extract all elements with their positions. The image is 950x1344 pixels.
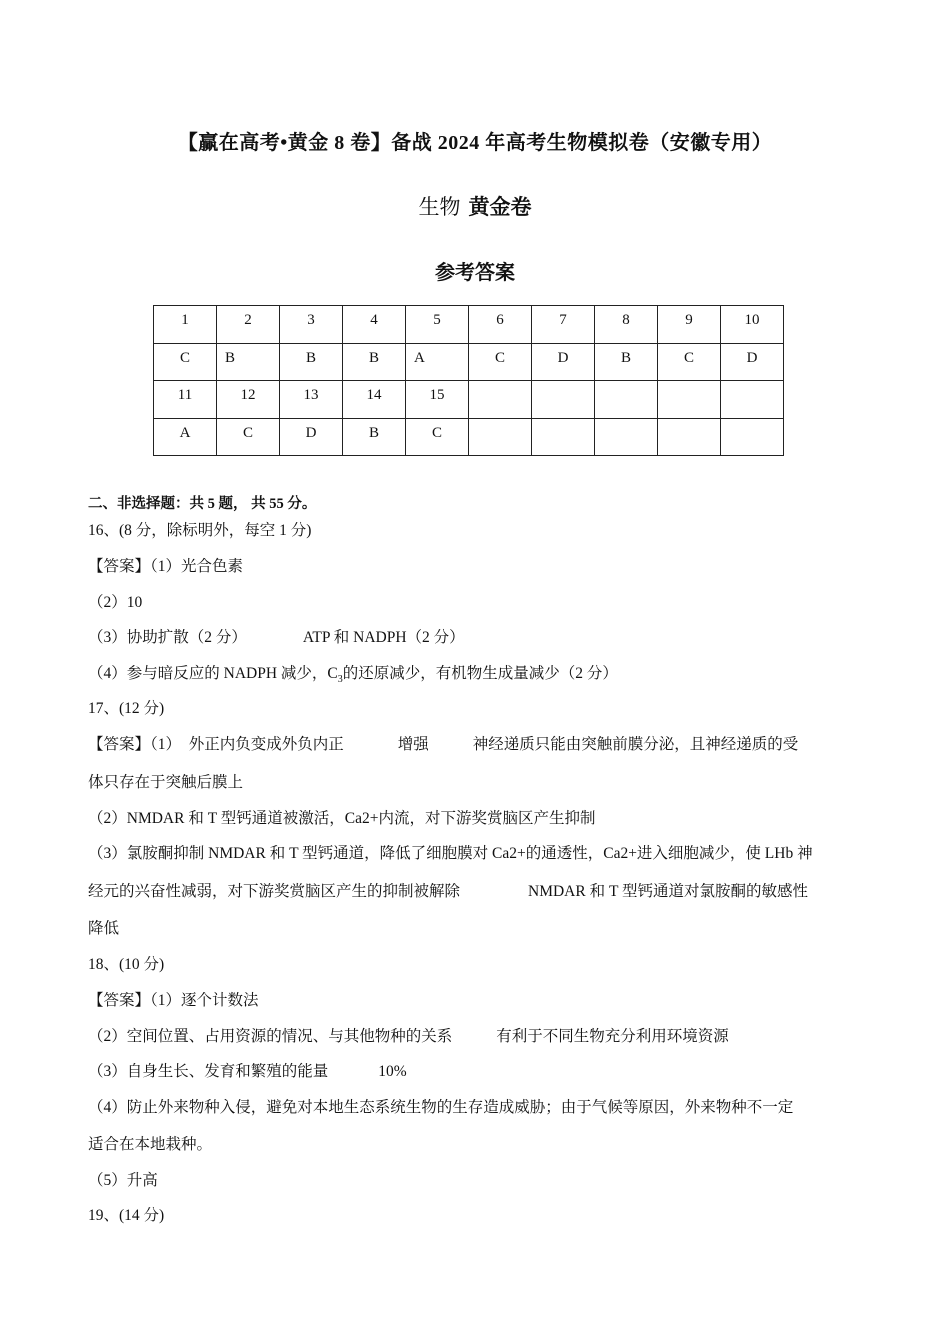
table-cell xyxy=(595,418,658,456)
table-row xyxy=(154,306,784,344)
q17-answer-1 xyxy=(88,732,798,754)
q18-answer-3-part-a: （3）自身生长、发育和繁殖的能量 xyxy=(88,1063,329,1080)
q17-answer-3-part-b: 经元的兴奋性减弱，对下游奖赏脑区产生的抑制被解除 xyxy=(88,883,461,900)
q16-answer-2: （2）10 xyxy=(88,594,143,611)
table-cell: 8 xyxy=(595,306,658,344)
q17-answer-1-part-c: 神经递质只能由突触前膜分泌，且神经递质的受 xyxy=(472,736,799,753)
table-cell: C xyxy=(217,418,280,456)
q18-header: 18、(10 分) xyxy=(88,956,165,973)
q18-answer-4: （4）防止外来物种入侵，避免对本地生态系统生物的生存造成威胁；由于气候等原因，外来物种不一定 xyxy=(88,1099,794,1116)
document-title: 【赢在高考•黄金 8 卷】备战 2024 年高考生物模拟卷（安徽专用） xyxy=(177,132,773,154)
table-cell: 1 xyxy=(154,306,217,344)
table-cell: B xyxy=(217,343,280,381)
q17-answer-1-part-a: 【答案】（1） 外正内负变成外负内正 xyxy=(88,736,344,753)
table-cell: 13 xyxy=(280,381,343,419)
table-cell: A xyxy=(154,418,217,456)
table-cell: 14 xyxy=(343,381,406,419)
q16-answer-3 xyxy=(88,625,465,647)
table-row xyxy=(154,381,784,419)
q16-answer-4-part-b: 的还原减少，有机物生成量减少（2 分） xyxy=(342,665,618,682)
table-cell xyxy=(469,418,532,456)
q17-header: 17、(12 分) xyxy=(88,700,165,717)
q16-answer-4 xyxy=(88,661,618,685)
table-cell: C xyxy=(154,343,217,381)
q16-answer-3-part-b: ATP 和 NADPH（2 分） xyxy=(302,629,465,646)
q17-answer-3-cont xyxy=(88,879,808,901)
table-cell: 2 xyxy=(217,306,280,344)
q18-answer-2 xyxy=(88,1024,729,1046)
table-cell: C xyxy=(469,343,532,381)
table-cell: C xyxy=(406,418,469,456)
table-cell xyxy=(595,381,658,419)
table-cell xyxy=(532,418,595,456)
table-cell: B xyxy=(343,343,406,381)
q17-answer-1-part-b: 增强 xyxy=(397,736,429,753)
table-cell: 6 xyxy=(469,306,532,344)
q18-answer-2-part-b: 有利于不同生物充分利用环境资源 xyxy=(496,1028,729,1045)
table-cell xyxy=(469,381,532,419)
table-cell: B xyxy=(280,343,343,381)
section-header: 二、非选择题：共 5 题， 共 55 分。 xyxy=(88,496,317,512)
table-cell: 4 xyxy=(343,306,406,344)
table-cell: C xyxy=(658,343,721,381)
q19-header: 19、(14 分) xyxy=(88,1207,165,1224)
table-cell xyxy=(532,381,595,419)
table-cell: 7 xyxy=(532,306,595,344)
table-row xyxy=(154,343,784,381)
subtitle xyxy=(0,191,950,221)
q17-answer-3: （3）氯胺酮抑制 NMDAR 和 T 型钙通道，降低了细胞膜对 Ca2+的通透性，Ca2+进入细胞减少，使 LHb 神 xyxy=(88,845,813,862)
table-cell xyxy=(721,418,784,456)
q17-answer-3-part-c: NMDAR 和 T 型钙通道对氯胺酮的敏感性 xyxy=(528,883,809,900)
q18-answer-1: 【答案】（1）逐个计数法 xyxy=(88,992,259,1009)
table-cell: D xyxy=(280,418,343,456)
table-cell: 11 xyxy=(154,381,217,419)
table-row xyxy=(154,418,784,456)
gold-paper-label: 黄金卷 xyxy=(468,195,532,219)
table-cell xyxy=(721,381,784,419)
q17-answer-1-cont: 体只存在于突触后膜上 xyxy=(88,774,244,791)
table-cell: D xyxy=(721,343,784,381)
table-cell: 5 xyxy=(406,306,469,344)
q18-answer-4-cont: 适合在本地栽种。 xyxy=(88,1136,213,1153)
table-cell: 9 xyxy=(658,306,721,344)
table-cell: B xyxy=(595,343,658,381)
table-cell xyxy=(658,381,721,419)
q17-answer-2: （2）NMDAR 和 T 型钙通道被激活，Ca2+内流，对下游奖赏脑区产生抑制 xyxy=(88,810,596,827)
answers-title: 参考答案 xyxy=(435,262,515,284)
q18-answer-3-part-b: 10% xyxy=(378,1063,407,1080)
q18-answer-5: （5）升高 xyxy=(88,1172,158,1189)
q16-header: 16、(8 分，除标明外，每空 1 分) xyxy=(88,522,312,539)
q16-answer-1: 【答案】（1）光合色素 xyxy=(88,558,244,575)
table-cell: B xyxy=(343,418,406,456)
table-cell: 15 xyxy=(406,381,469,419)
table-cell: A xyxy=(406,343,469,381)
q17-answer-3-end: 降低 xyxy=(88,920,120,937)
q18-answer-3 xyxy=(88,1059,407,1081)
answer-table xyxy=(153,305,784,456)
subject-label: 生物 xyxy=(418,195,461,219)
table-cell: 12 xyxy=(217,381,280,419)
table-cell xyxy=(658,418,721,456)
table-cell: 10 xyxy=(721,306,784,344)
q16-answer-4-subscript: 3 xyxy=(337,674,343,686)
table-cell: D xyxy=(532,343,595,381)
q16-answer-3-part-a: （3）协助扩散（2 分） xyxy=(88,629,247,646)
q16-answer-4-part-a: （4）参与暗反应的 NADPH 减少，C xyxy=(88,665,338,682)
table-cell: 3 xyxy=(280,306,343,344)
q18-answer-2-part-a: （2）空间位置、占用资源的情况、与其他物种的关系 xyxy=(88,1028,453,1045)
